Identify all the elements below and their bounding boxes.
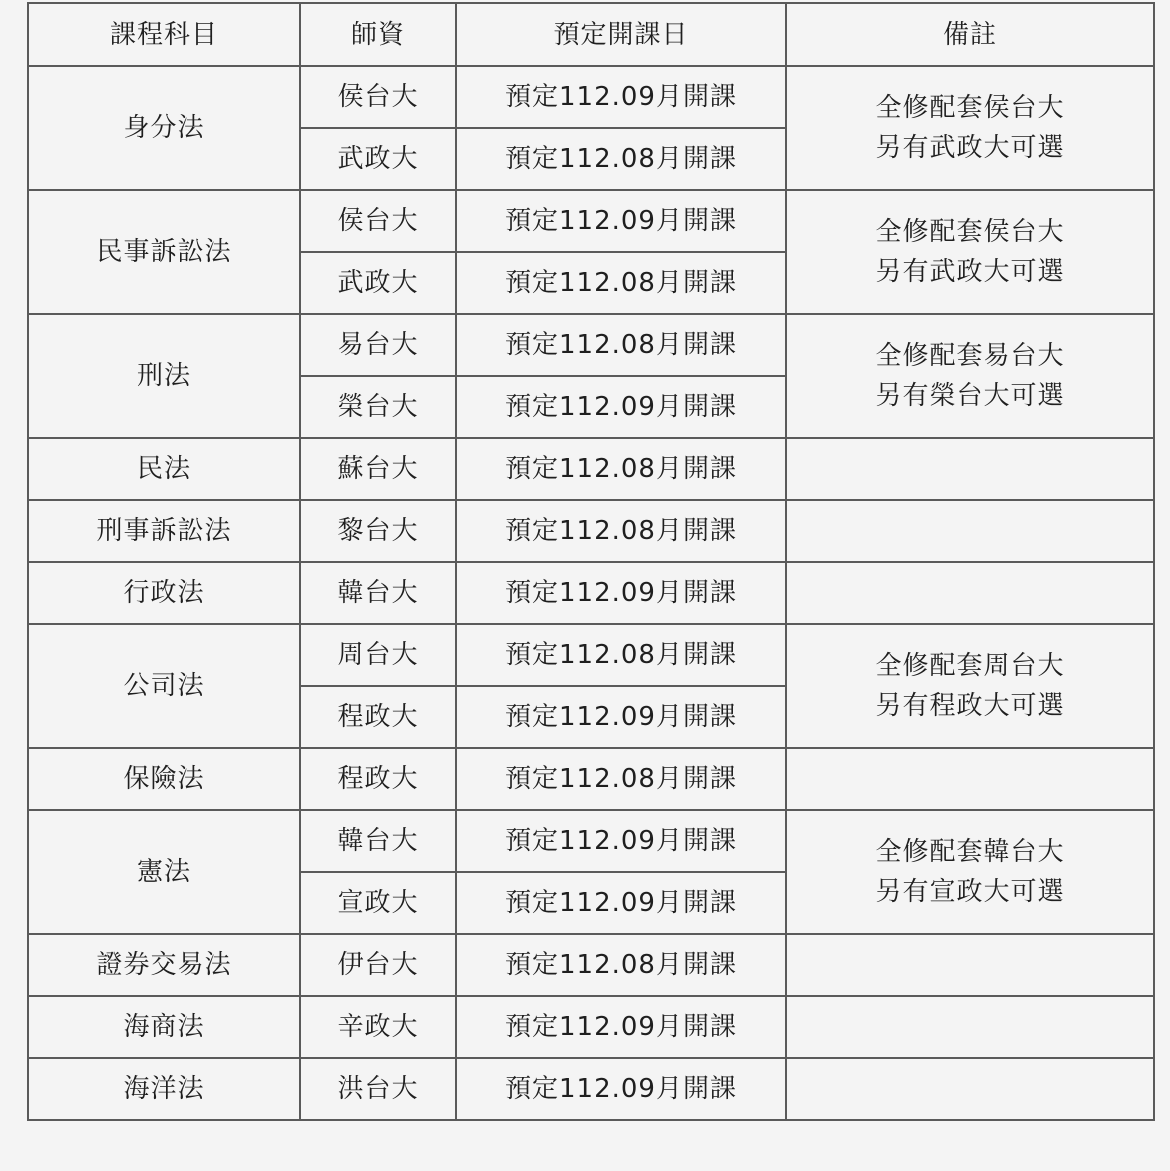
note-cell bbox=[786, 810, 1154, 934]
table-row bbox=[28, 810, 1154, 872]
note-line: 全修配套周台大 bbox=[875, 651, 1065, 681]
header-row bbox=[28, 3, 1154, 66]
subject-cell: 憲法 bbox=[28, 810, 300, 934]
note-cell bbox=[786, 438, 1154, 500]
note-line: 另有武政大可選 bbox=[875, 257, 1065, 287]
date-cell: 預定112.08月開課 bbox=[456, 748, 786, 810]
note-cell bbox=[786, 500, 1154, 562]
table-row bbox=[28, 748, 1154, 810]
note-cell bbox=[786, 748, 1154, 810]
note-line: 全修配套侯台大 bbox=[875, 217, 1065, 247]
date-cell: 預定112.09月開課 bbox=[456, 996, 786, 1058]
date-cell: 預定112.08月開課 bbox=[456, 934, 786, 996]
header-note: 備註 bbox=[786, 3, 1154, 66]
note-cell bbox=[786, 1058, 1154, 1120]
subject-cell: 刑法 bbox=[28, 314, 300, 438]
date-cell: 預定112.09月開課 bbox=[456, 66, 786, 128]
table-row bbox=[28, 500, 1154, 562]
note-cell bbox=[786, 66, 1154, 190]
teacher-cell: 榮台大 bbox=[300, 376, 456, 438]
subject-cell: 民事訴訟法 bbox=[28, 190, 300, 314]
date-cell: 預定112.09月開課 bbox=[456, 376, 786, 438]
note-cell bbox=[786, 314, 1154, 438]
date-cell: 預定112.08月開課 bbox=[456, 500, 786, 562]
date-cell: 預定112.08月開課 bbox=[456, 314, 786, 376]
note-cell bbox=[786, 624, 1154, 748]
teacher-cell: 程政大 bbox=[300, 748, 456, 810]
teacher-cell: 程政大 bbox=[300, 686, 456, 748]
subject-cell: 身分法 bbox=[28, 66, 300, 190]
date-cell: 預定112.09月開課 bbox=[456, 562, 786, 624]
teacher-cell: 侯台大 bbox=[300, 66, 456, 128]
table-row bbox=[28, 562, 1154, 624]
teacher-cell: 宣政大 bbox=[300, 872, 456, 934]
note-line: 全修配套韓台大 bbox=[875, 837, 1065, 867]
teacher-cell: 辛政大 bbox=[300, 996, 456, 1058]
note-line: 另有程政大可選 bbox=[875, 691, 1065, 721]
note-line: 另有宣政大可選 bbox=[875, 877, 1065, 907]
table-row bbox=[28, 624, 1154, 686]
note-line: 另有榮台大可選 bbox=[875, 381, 1065, 411]
header-subject: 課程科目 bbox=[28, 3, 300, 66]
date-cell: 預定112.08月開課 bbox=[456, 128, 786, 190]
date-cell: 預定112.08月開課 bbox=[456, 252, 786, 314]
date-cell: 預定112.09月開課 bbox=[456, 810, 786, 872]
subject-cell: 行政法 bbox=[28, 562, 300, 624]
teacher-cell: 易台大 bbox=[300, 314, 456, 376]
course-schedule-table bbox=[27, 2, 1155, 1121]
subject-cell: 民法 bbox=[28, 438, 300, 500]
teacher-cell: 韓台大 bbox=[300, 810, 456, 872]
date-cell: 預定112.09月開課 bbox=[456, 1058, 786, 1120]
note-cell bbox=[786, 934, 1154, 996]
subject-cell: 證券交易法 bbox=[28, 934, 300, 996]
subject-cell: 保險法 bbox=[28, 748, 300, 810]
note-line: 全修配套易台大 bbox=[875, 341, 1065, 371]
subject-cell: 海洋法 bbox=[28, 1058, 300, 1120]
teacher-cell: 伊台大 bbox=[300, 934, 456, 996]
table-row bbox=[28, 438, 1154, 500]
date-cell: 預定112.08月開課 bbox=[456, 438, 786, 500]
table-row bbox=[28, 190, 1154, 252]
date-cell: 預定112.08月開課 bbox=[456, 624, 786, 686]
teacher-cell: 蘇台大 bbox=[300, 438, 456, 500]
teacher-cell: 黎台大 bbox=[300, 500, 456, 562]
note-cell bbox=[786, 562, 1154, 624]
subject-cell: 刑事訴訟法 bbox=[28, 500, 300, 562]
date-cell: 預定112.09月開課 bbox=[456, 190, 786, 252]
teacher-cell: 武政大 bbox=[300, 252, 456, 314]
table-row bbox=[28, 996, 1154, 1058]
note-line: 另有武政大可選 bbox=[875, 133, 1065, 163]
date-cell: 預定112.09月開課 bbox=[456, 686, 786, 748]
header-teacher: 師資 bbox=[300, 3, 456, 66]
teacher-cell: 韓台大 bbox=[300, 562, 456, 624]
note-cell bbox=[786, 190, 1154, 314]
teacher-cell: 周台大 bbox=[300, 624, 456, 686]
note-cell bbox=[786, 996, 1154, 1058]
header-date: 預定開課日 bbox=[456, 3, 786, 66]
subject-cell: 海商法 bbox=[28, 996, 300, 1058]
table-row bbox=[28, 934, 1154, 996]
teacher-cell: 侯台大 bbox=[300, 190, 456, 252]
subject-cell: 公司法 bbox=[28, 624, 300, 748]
teacher-cell: 洪台大 bbox=[300, 1058, 456, 1120]
table-row bbox=[28, 66, 1154, 128]
note-line: 全修配套侯台大 bbox=[875, 93, 1065, 123]
table-row bbox=[28, 314, 1154, 376]
date-cell: 預定112.09月開課 bbox=[456, 872, 786, 934]
teacher-cell: 武政大 bbox=[300, 128, 456, 190]
table-row bbox=[28, 1058, 1154, 1120]
